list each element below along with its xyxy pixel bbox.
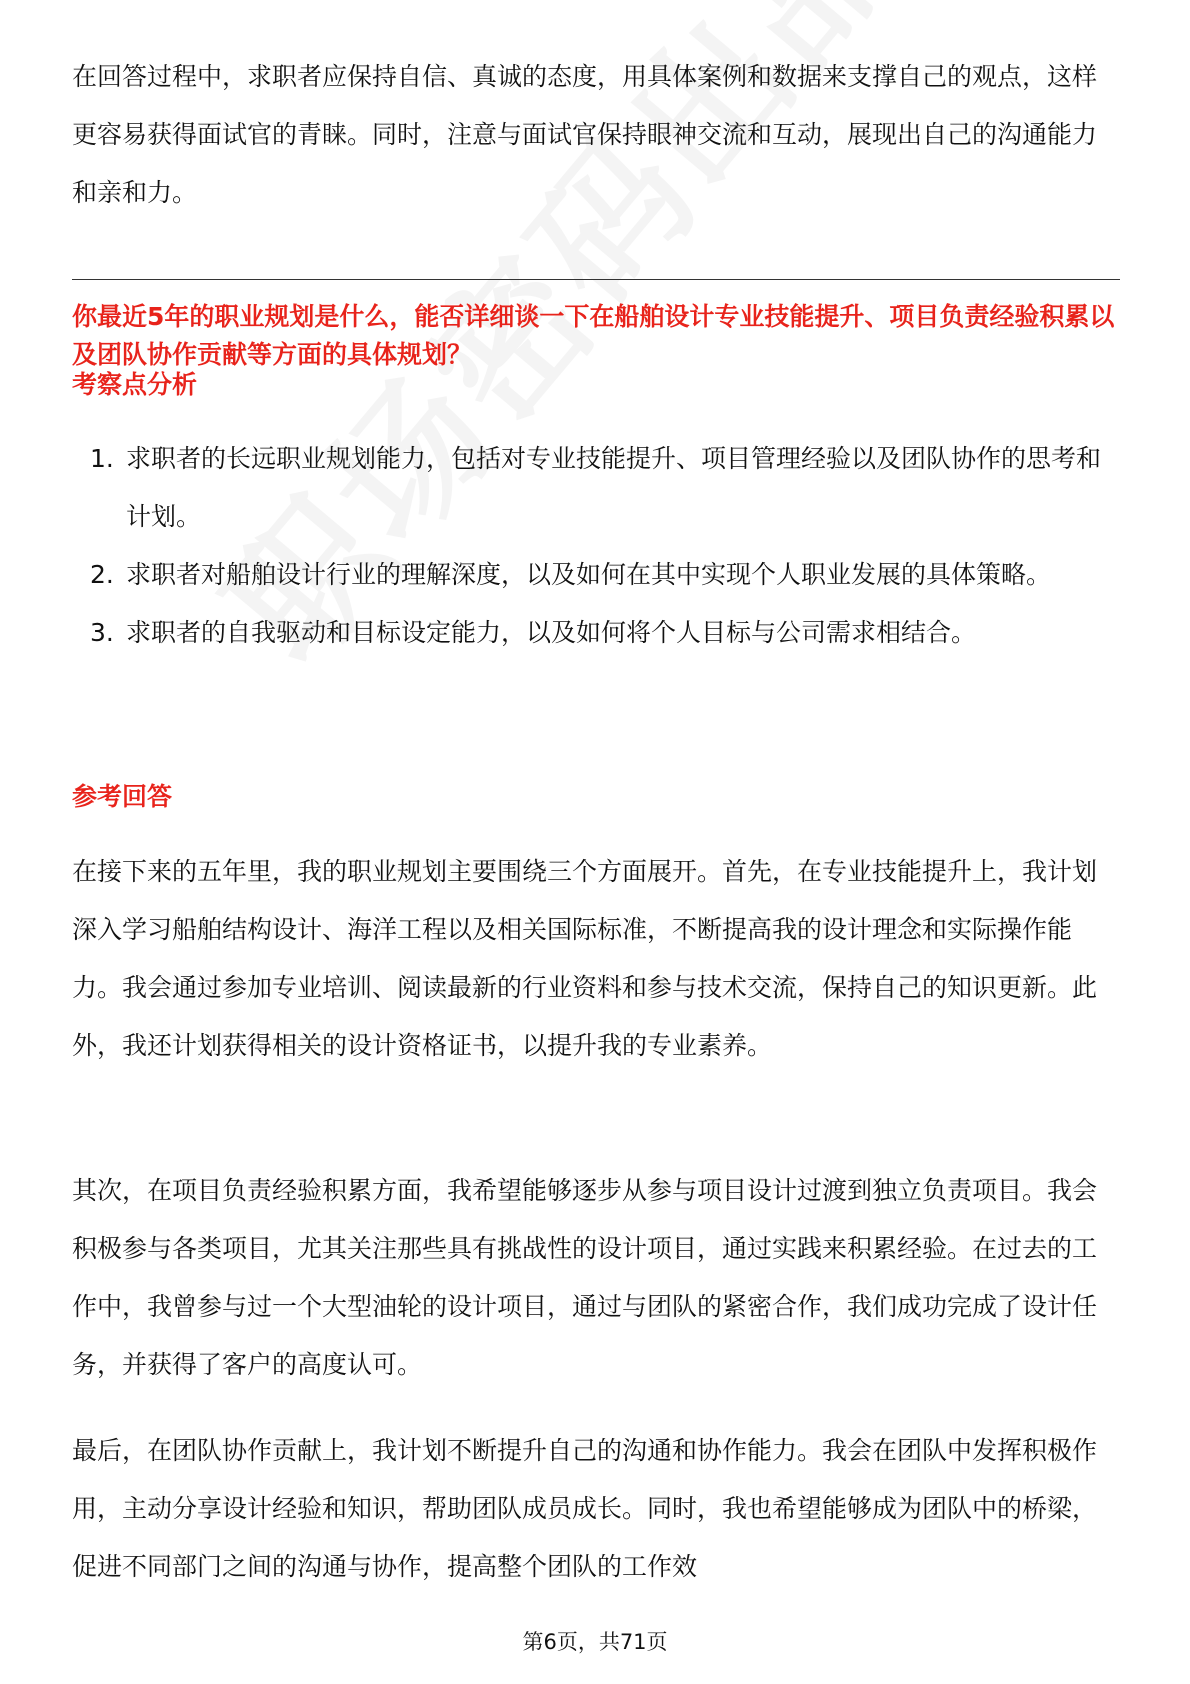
analysis-heading: 考察点分析: [72, 370, 198, 399]
list-item: [72, 546, 1120, 604]
list-item-number: 2.: [90, 560, 114, 589]
list-item-number: 3.: [90, 618, 114, 647]
list-item: [72, 604, 1120, 662]
answer-heading: 参考回答: [72, 782, 173, 811]
intro-paragraph: 在回答过程中，求职者应保持自信、真诚的态度，用具体案例和数据来支撑自己的观点，这样更容易获得面试官的青睐。同时，注意与面试官保持眼神交流和互动，展现出自己的沟通能力和亲和力。: [72, 62, 1098, 207]
list-item-number: 1.: [90, 444, 114, 473]
answer-paragraph: 最后，在团队协作贡献上，我计划不断提升自己的沟通和协作能力。我会在团队中发挥积极作用，主动分享设计经验和知识，帮助团队成员成长。同时，我也希望能够成为团队中的桥梁，促进不同部门之间的沟通与协作，提高整个团队的工作效: [72, 1436, 1098, 1581]
section-divider: [72, 279, 1120, 280]
question-heading: 你最近5年的职业规划是什么，能否详细谈一下在船舶设计专业技能提升、项目负责经验积累以及团队协作贡献等方面的具体规划？: [72, 302, 1115, 369]
list-item-text: 求职者对船舶设计行业的理解深度，以及如何在其中实现个人职业发展的具体策略。: [126, 560, 1052, 589]
analysis-list: [72, 430, 1120, 662]
list-item: [72, 430, 1120, 546]
answer-paragraph: 在接下来的五年里，我的职业规划主要围绕三个方面展开。首先，在专业技能提升上，我计划深入学习船舶结构设计、海洋工程以及相关国际标准，不断提高我的设计理念和实际操作能力。我会通过参加专业培训、阅读最新的行业资料和参与技术交流，保持自己的知识更新。此外，我还计划获得相关的设计资格证书，以提升我的专业素养。: [72, 857, 1098, 1060]
list-item-text: 求职者的自我驱动和目标设定能力，以及如何将个人目标与公司需求相结合。: [126, 618, 977, 647]
list-item-text: 求职者的长远职业规划能力，包括对专业技能提升、项目管理经验以及团队协作的思考和计划。: [126, 444, 1102, 531]
page-number-footer: 第6页，共71页: [522, 1630, 668, 1654]
answer-paragraph: 其次，在项目负责经验积累方面，我希望能够逐步从参与项目设计过渡到独立负责项目。我会积极参与各类项目，尤其关注那些具有挑战性的设计项目，通过实践来积累经验。在过去的工作中，我曾参与过一个大型油轮的设计项目，通过与团队的紧密合作，我们成功完成了设计任务，并获得了客户的高度认可。: [72, 1176, 1098, 1379]
